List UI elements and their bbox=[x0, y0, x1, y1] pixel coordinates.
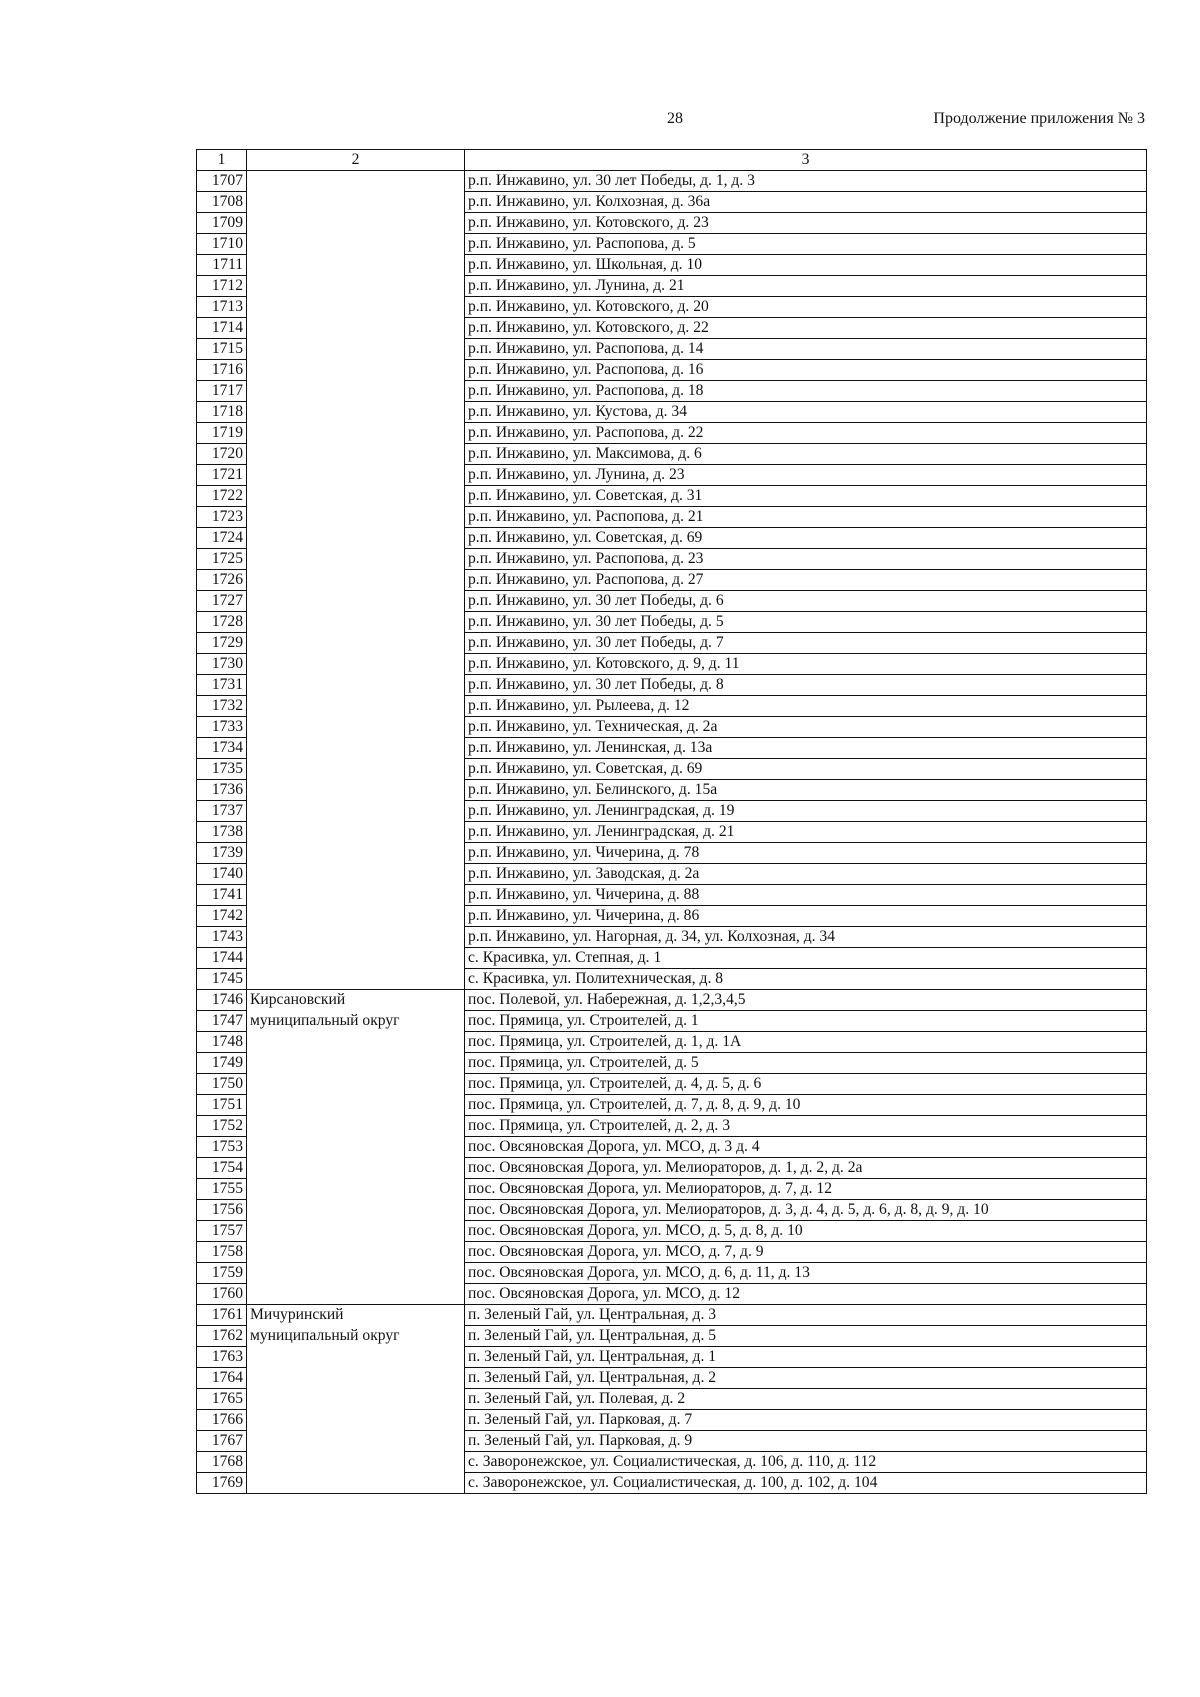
row-district bbox=[247, 318, 465, 339]
row-number: 1736 bbox=[197, 780, 247, 801]
row-number: 1750 bbox=[197, 1074, 247, 1095]
table-row bbox=[197, 1137, 1147, 1158]
table-row bbox=[197, 1242, 1147, 1263]
row-address: п. Зеленый Гай, ул. Полевая, д. 2 bbox=[465, 1389, 1147, 1410]
row-district bbox=[247, 801, 465, 822]
table-row bbox=[197, 675, 1147, 696]
row-district bbox=[247, 1242, 465, 1263]
row-district bbox=[247, 1347, 465, 1368]
row-district bbox=[247, 717, 465, 738]
row-address: р.п. Инжавино, ул. Распопова, д. 14 bbox=[465, 339, 1147, 360]
table-row bbox=[197, 864, 1147, 885]
table-row bbox=[197, 1410, 1147, 1431]
addresses-table bbox=[196, 149, 1147, 1494]
row-district bbox=[247, 780, 465, 801]
table-row bbox=[197, 381, 1147, 402]
table-row bbox=[197, 1074, 1147, 1095]
row-district bbox=[247, 1053, 465, 1074]
row-number: 1708 bbox=[197, 192, 247, 213]
table-row bbox=[197, 1053, 1147, 1074]
row-district bbox=[247, 1389, 465, 1410]
row-address: пос. Овсяновская Дорога, ул. МСО, д. 5, д. 8, д. 10 bbox=[465, 1221, 1147, 1242]
row-district bbox=[247, 1263, 465, 1284]
table-row bbox=[197, 1116, 1147, 1137]
row-address: р.п. Инжавино, ул. Ленинская, д. 13а bbox=[465, 738, 1147, 759]
row-district bbox=[247, 1095, 465, 1116]
row-address: пос. Овсяновская Дорога, ул. МСО, д. 12 bbox=[465, 1284, 1147, 1305]
table-row bbox=[197, 717, 1147, 738]
row-district bbox=[247, 1368, 465, 1389]
row-number: 1765 bbox=[197, 1389, 247, 1410]
row-number: 1718 bbox=[197, 402, 247, 423]
row-number: 1722 bbox=[197, 486, 247, 507]
row-address: р.п. Инжавино, ул. Лунина, д. 21 bbox=[465, 276, 1147, 297]
table-row bbox=[197, 1452, 1147, 1473]
page-number: 28 bbox=[667, 110, 683, 127]
row-number: 1769 bbox=[197, 1473, 247, 1494]
row-number: 1763 bbox=[197, 1347, 247, 1368]
row-number: 1731 bbox=[197, 675, 247, 696]
row-district bbox=[247, 906, 465, 927]
row-number: 1717 bbox=[197, 381, 247, 402]
row-district bbox=[247, 759, 465, 780]
row-district bbox=[247, 507, 465, 528]
table-row bbox=[197, 927, 1147, 948]
table-row bbox=[197, 528, 1147, 549]
row-district bbox=[247, 696, 465, 717]
row-address: пос. Прямица, ул. Строителей, д. 7, д. 8, д. 9, д. 10 bbox=[465, 1095, 1147, 1116]
table-row bbox=[197, 570, 1147, 591]
table-row bbox=[197, 1431, 1147, 1452]
row-address: пос. Прямица, ул. Строителей, д. 4, д. 5, д. 6 bbox=[465, 1074, 1147, 1095]
row-address: р.п. Инжавино, ул. 30 лет Победы, д. 6 bbox=[465, 591, 1147, 612]
row-district bbox=[247, 1116, 465, 1137]
row-district bbox=[247, 969, 465, 990]
row-number: 1707 bbox=[197, 171, 247, 192]
row-address: р.п. Инжавино, ул. Распопова, д. 16 bbox=[465, 360, 1147, 381]
appendix-continuation-label: Продолжение приложения № 3 bbox=[933, 110, 1145, 127]
row-district bbox=[247, 234, 465, 255]
row-number: 1733 bbox=[197, 717, 247, 738]
row-number: 1744 bbox=[197, 948, 247, 969]
row-district bbox=[247, 192, 465, 213]
row-district bbox=[247, 1200, 465, 1221]
row-address: р.п. Инжавино, ул. Чичерина, д. 88 bbox=[465, 885, 1147, 906]
row-address: п. Зеленый Гай, ул. Центральная, д. 2 bbox=[465, 1368, 1147, 1389]
row-number: 1724 bbox=[197, 528, 247, 549]
row-address: р.п. Инжавино, ул. Ленинградская, д. 19 bbox=[465, 801, 1147, 822]
row-number: 1753 bbox=[197, 1137, 247, 1158]
row-address: п. Зеленый Гай, ул. Центральная, д. 5 bbox=[465, 1326, 1147, 1347]
row-address: р.п. Инжавино, ул. Распопова, д. 23 bbox=[465, 549, 1147, 570]
table-row bbox=[197, 1263, 1147, 1284]
row-district bbox=[247, 948, 465, 969]
table-row bbox=[197, 234, 1147, 255]
row-number: 1743 bbox=[197, 927, 247, 948]
row-address: пос. Прямица, ул. Строителей, д. 2, д. 3 bbox=[465, 1116, 1147, 1137]
table-row bbox=[197, 780, 1147, 801]
table-row bbox=[197, 990, 1147, 1011]
column-header-number: 1 bbox=[197, 150, 247, 171]
table-row bbox=[197, 360, 1147, 381]
row-district: Кирсановский bbox=[247, 990, 465, 1011]
row-address: р.п. Инжавино, ул. Советская, д. 69 bbox=[465, 528, 1147, 549]
table-row bbox=[197, 885, 1147, 906]
row-district bbox=[247, 1074, 465, 1095]
row-number: 1768 bbox=[197, 1452, 247, 1473]
row-number: 1737 bbox=[197, 801, 247, 822]
row-number: 1762 bbox=[197, 1326, 247, 1347]
row-district bbox=[247, 1137, 465, 1158]
row-district bbox=[247, 738, 465, 759]
row-number: 1725 bbox=[197, 549, 247, 570]
row-district bbox=[247, 1158, 465, 1179]
table-row bbox=[197, 738, 1147, 759]
row-address: р.п. Инжавино, ул. Лунина, д. 23 bbox=[465, 465, 1147, 486]
row-number: 1709 bbox=[197, 213, 247, 234]
row-address: пос. Овсяновская Дорога, ул. МСО, д. 6, д. 11, д. 13 bbox=[465, 1263, 1147, 1284]
row-number: 1710 bbox=[197, 234, 247, 255]
row-number: 1738 bbox=[197, 822, 247, 843]
table-row bbox=[197, 1032, 1147, 1053]
row-district: Мичуринский bbox=[247, 1305, 465, 1326]
row-district: муниципальный округ bbox=[247, 1326, 465, 1347]
table-row bbox=[197, 822, 1147, 843]
row-number: 1714 bbox=[197, 318, 247, 339]
row-district bbox=[247, 297, 465, 318]
row-number: 1741 bbox=[197, 885, 247, 906]
row-district bbox=[247, 633, 465, 654]
row-address: р.п. Инжавино, ул. Заводская, д. 2а bbox=[465, 864, 1147, 885]
row-district bbox=[247, 591, 465, 612]
row-number: 1732 bbox=[197, 696, 247, 717]
row-district bbox=[247, 444, 465, 465]
row-district bbox=[247, 213, 465, 234]
table-row bbox=[197, 1011, 1147, 1032]
row-number: 1748 bbox=[197, 1032, 247, 1053]
table-row bbox=[197, 759, 1147, 780]
table-row bbox=[197, 654, 1147, 675]
table-row bbox=[197, 1347, 1147, 1368]
table-row bbox=[197, 339, 1147, 360]
row-district bbox=[247, 276, 465, 297]
table-row bbox=[197, 255, 1147, 276]
table-row bbox=[197, 1473, 1147, 1494]
row-number: 1742 bbox=[197, 906, 247, 927]
row-number: 1760 bbox=[197, 1284, 247, 1305]
row-address: пос. Прямица, ул. Строителей, д. 5 bbox=[465, 1053, 1147, 1074]
row-number: 1766 bbox=[197, 1410, 247, 1431]
row-address: пос. Прямица, ул. Строителей, д. 1, д. 1А bbox=[465, 1032, 1147, 1053]
table-body bbox=[197, 171, 1147, 1494]
table-row bbox=[197, 1389, 1147, 1410]
row-number: 1735 bbox=[197, 759, 247, 780]
row-district bbox=[247, 654, 465, 675]
row-district bbox=[247, 864, 465, 885]
row-number: 1755 bbox=[197, 1179, 247, 1200]
row-address: р.п. Инжавино, ул. Распопова, д. 27 bbox=[465, 570, 1147, 591]
row-number: 1726 bbox=[197, 570, 247, 591]
row-district bbox=[247, 675, 465, 696]
row-district bbox=[247, 528, 465, 549]
row-number: 1716 bbox=[197, 360, 247, 381]
row-address: р.п. Инжавино, ул. Распопова, д. 5 bbox=[465, 234, 1147, 255]
row-district bbox=[247, 486, 465, 507]
table-row bbox=[197, 1200, 1147, 1221]
row-address: пос. Овсяновская Дорога, ул. Мелиораторов, д. 7, д. 12 bbox=[465, 1179, 1147, 1200]
row-address: с. Красивка, ул. Степная, д. 1 bbox=[465, 948, 1147, 969]
row-district bbox=[247, 1431, 465, 1452]
row-number: 1746 bbox=[197, 990, 247, 1011]
row-number: 1757 bbox=[197, 1221, 247, 1242]
table-row bbox=[197, 171, 1147, 192]
row-address: пос. Овсяновская Дорога, ул. Мелиораторов, д. 1, д. 2, д. 2а bbox=[465, 1158, 1147, 1179]
row-address: пос. Овсяновская Дорога, ул. МСО, д. 7, д. 9 bbox=[465, 1242, 1147, 1263]
row-address: р.п. Инжавино, ул. Белинского, д. 15а bbox=[465, 780, 1147, 801]
row-district bbox=[247, 423, 465, 444]
row-address: р.п. Инжавино, ул. Котовского, д. 22 bbox=[465, 318, 1147, 339]
table-row bbox=[197, 402, 1147, 423]
table-row bbox=[197, 801, 1147, 822]
row-district bbox=[247, 570, 465, 591]
row-address: р.п. Инжавино, ул. Максимова, д. 6 bbox=[465, 444, 1147, 465]
row-district bbox=[247, 339, 465, 360]
row-number: 1711 bbox=[197, 255, 247, 276]
table-row bbox=[197, 423, 1147, 444]
table-row bbox=[197, 465, 1147, 486]
table-row bbox=[197, 213, 1147, 234]
row-district bbox=[247, 402, 465, 423]
row-district: муниципальный округ bbox=[247, 1011, 465, 1032]
row-district bbox=[247, 612, 465, 633]
row-number: 1715 bbox=[197, 339, 247, 360]
table-header-row bbox=[197, 150, 1147, 171]
row-district bbox=[247, 843, 465, 864]
row-address: р.п. Инжавино, ул. Ленинградская, д. 21 bbox=[465, 822, 1147, 843]
table-row bbox=[197, 633, 1147, 654]
row-number: 1751 bbox=[197, 1095, 247, 1116]
row-address: р.п. Инжавино, ул. 30 лет Победы, д. 5 bbox=[465, 612, 1147, 633]
table-row bbox=[197, 444, 1147, 465]
table-row bbox=[197, 549, 1147, 570]
row-address: р.п. Инжавино, ул. 30 лет Победы, д. 8 bbox=[465, 675, 1147, 696]
table-row bbox=[197, 591, 1147, 612]
row-number: 1745 bbox=[197, 969, 247, 990]
row-district bbox=[247, 1452, 465, 1473]
row-address: р.п. Инжавино, ул. Чичерина, д. 78 bbox=[465, 843, 1147, 864]
row-number: 1740 bbox=[197, 864, 247, 885]
row-number: 1764 bbox=[197, 1368, 247, 1389]
row-address: р.п. Инжавино, ул. 30 лет Победы, д. 1, д. 3 bbox=[465, 171, 1147, 192]
row-number: 1749 bbox=[197, 1053, 247, 1074]
row-address: р.п. Инжавино, ул. Советская, д. 69 bbox=[465, 759, 1147, 780]
row-number: 1721 bbox=[197, 465, 247, 486]
row-number: 1728 bbox=[197, 612, 247, 633]
row-district bbox=[247, 549, 465, 570]
row-number: 1756 bbox=[197, 1200, 247, 1221]
table-row bbox=[197, 1326, 1147, 1347]
column-header-address: 3 bbox=[465, 150, 1147, 171]
row-district bbox=[247, 381, 465, 402]
table-row bbox=[197, 906, 1147, 927]
table-row bbox=[197, 1221, 1147, 1242]
row-district bbox=[247, 1410, 465, 1431]
row-number: 1761 bbox=[197, 1305, 247, 1326]
row-address: р.п. Инжавино, ул. Школьная, д. 10 bbox=[465, 255, 1147, 276]
row-number: 1747 bbox=[197, 1011, 247, 1032]
row-address: п. Зеленый Гай, ул. Парковая, д. 7 bbox=[465, 1410, 1147, 1431]
row-number: 1739 bbox=[197, 843, 247, 864]
row-address: р.п. Инжавино, ул. Котовского, д. 23 bbox=[465, 213, 1147, 234]
column-header-district: 2 bbox=[247, 150, 465, 171]
row-district bbox=[247, 360, 465, 381]
row-number: 1759 bbox=[197, 1263, 247, 1284]
row-address: с. Красивка, ул. Политехническая, д. 8 bbox=[465, 969, 1147, 990]
row-number: 1713 bbox=[197, 297, 247, 318]
row-number: 1758 bbox=[197, 1242, 247, 1263]
row-number: 1729 bbox=[197, 633, 247, 654]
row-address: р.п. Инжавино, ул. Рылеева, д. 12 bbox=[465, 696, 1147, 717]
row-number: 1712 bbox=[197, 276, 247, 297]
row-address: пос. Прямица, ул. Строителей, д. 1 bbox=[465, 1011, 1147, 1032]
row-address: р.п. Инжавино, ул. Котовского, д. 9, д. 11 bbox=[465, 654, 1147, 675]
row-number: 1727 bbox=[197, 591, 247, 612]
row-address: р.п. Инжавино, ул. 30 лет Победы, д. 7 bbox=[465, 633, 1147, 654]
table-row bbox=[197, 948, 1147, 969]
table-row bbox=[197, 612, 1147, 633]
row-address: пос. Овсяновская Дорога, ул. МСО, д. 3 д. 4 bbox=[465, 1137, 1147, 1158]
row-district bbox=[247, 1221, 465, 1242]
row-address: п. Зеленый Гай, ул. Центральная, д. 3 bbox=[465, 1305, 1147, 1326]
row-address: с. Заворонежское, ул. Социалистическая, д. 106, д. 110, д. 112 bbox=[465, 1452, 1147, 1473]
row-address: р.п. Инжавино, ул. Советская, д. 31 bbox=[465, 486, 1147, 507]
row-address: п. Зеленый Гай, ул. Парковая, д. 9 bbox=[465, 1431, 1147, 1452]
table-row bbox=[197, 1095, 1147, 1116]
row-address: р.п. Инжавино, ул. Распопова, д. 22 bbox=[465, 423, 1147, 444]
row-district bbox=[247, 1473, 465, 1494]
row-address: р.п. Инжавино, ул. Колхозная, д. 36а bbox=[465, 192, 1147, 213]
table-row bbox=[197, 969, 1147, 990]
row-district bbox=[247, 171, 465, 192]
row-number: 1752 bbox=[197, 1116, 247, 1137]
table-row bbox=[197, 276, 1147, 297]
row-address: р.п. Инжавино, ул. Техническая, д. 2а bbox=[465, 717, 1147, 738]
table-row bbox=[197, 1158, 1147, 1179]
table-row bbox=[197, 507, 1147, 528]
row-address: с. Заворонежское, ул. Социалистическая, д. 100, д. 102, д. 104 bbox=[465, 1473, 1147, 1494]
row-address: р.п. Инжавино, ул. Распопова, д. 18 bbox=[465, 381, 1147, 402]
row-address: р.п. Инжавино, ул. Кустова, д. 34 bbox=[465, 402, 1147, 423]
table-row bbox=[197, 297, 1147, 318]
row-number: 1734 bbox=[197, 738, 247, 759]
table-row bbox=[197, 1284, 1147, 1305]
row-district bbox=[247, 465, 465, 486]
row-district bbox=[247, 822, 465, 843]
row-number: 1723 bbox=[197, 507, 247, 528]
row-number: 1767 bbox=[197, 1431, 247, 1452]
row-number: 1719 bbox=[197, 423, 247, 444]
row-address: пос. Полевой, ул. Набережная, д. 1,2,3,4,5 bbox=[465, 990, 1147, 1011]
row-address: р.п. Инжавино, ул. Чичерина, д. 86 bbox=[465, 906, 1147, 927]
row-address: пос. Овсяновская Дорога, ул. Мелиораторов, д. 3, д. 4, д. 5, д. 6, д. 8, д. 9, д. 10 bbox=[465, 1200, 1147, 1221]
table-row bbox=[197, 1179, 1147, 1200]
row-number: 1730 bbox=[197, 654, 247, 675]
row-district bbox=[247, 885, 465, 906]
row-address: п. Зеленый Гай, ул. Центральная, д. 1 bbox=[465, 1347, 1147, 1368]
table-row bbox=[197, 1368, 1147, 1389]
row-district bbox=[247, 1032, 465, 1053]
row-district bbox=[247, 1284, 465, 1305]
table-row bbox=[197, 192, 1147, 213]
row-address: р.п. Инжавино, ул. Нагорная, д. 34, ул. Колхозная, д. 34 bbox=[465, 927, 1147, 948]
table-row bbox=[197, 696, 1147, 717]
row-number: 1754 bbox=[197, 1158, 247, 1179]
table-row bbox=[197, 1305, 1147, 1326]
row-number: 1720 bbox=[197, 444, 247, 465]
row-district bbox=[247, 255, 465, 276]
row-address: р.п. Инжавино, ул. Распопова, д. 21 bbox=[465, 507, 1147, 528]
table-row bbox=[197, 318, 1147, 339]
table-row bbox=[197, 486, 1147, 507]
table-row bbox=[197, 843, 1147, 864]
row-district bbox=[247, 927, 465, 948]
row-address: р.п. Инжавино, ул. Котовского, д. 20 bbox=[465, 297, 1147, 318]
row-district bbox=[247, 1179, 465, 1200]
